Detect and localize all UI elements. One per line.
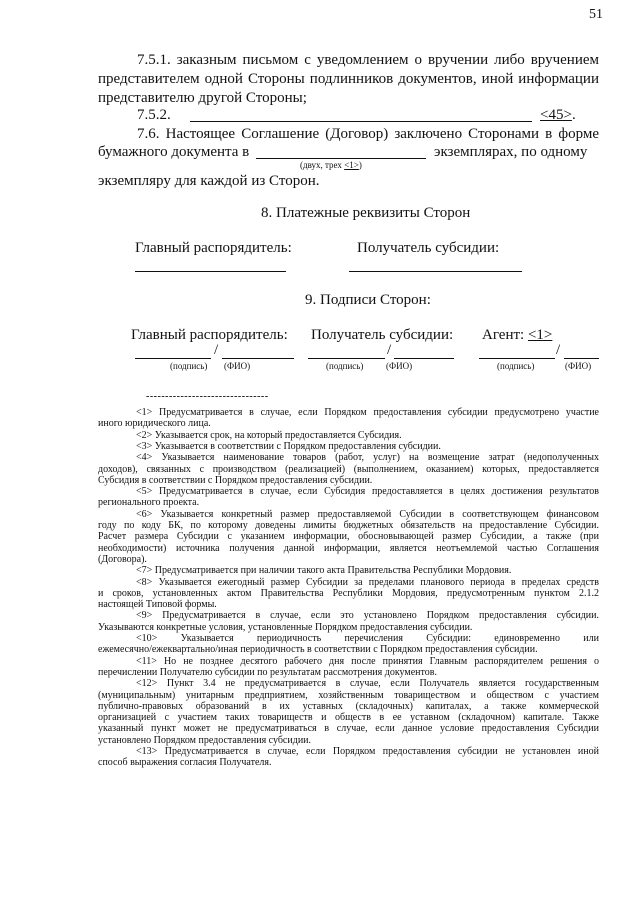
footnote-6-line-1: <6> Указывается конкретный размер предоставляемой Субсидии в соответствующем финансовом [136,508,599,520]
section-8-left-label: Главный распорядитель: [135,240,292,256]
footnote-1-line-2: иного юридического лица. [98,418,211,430]
footnote-4-line-1: <4> Указывается наименование товаров (работ, услуг) на возмещение затрат (недополученных [136,452,599,464]
sig3-signature-line [479,358,555,359]
para-7-6-line2-end: экземплярах, по одному [434,144,588,160]
footnote-4-line-2: доходов), связанных с производством (реализацией) (выполнением, оказанием) которых, предоставляется [98,463,599,475]
footnote-12-line-2: (муниципальным) унитарным предприятием, хозяйственным товариществом и обществом с участием [98,689,599,701]
section-8-title: 8. Платежные реквизиты Сторон [261,205,471,221]
footnote-6-line-2: году по коду БК, по которому доведены лимиты бюджетных обязательств на предоставление Субсидии. [98,520,599,531]
footnote-12-line-5: указанный пункт может не предусматриваться в случае, если данное условие предоставления Субсидии [98,723,599,735]
footnote-4-line-3: Субсидия в соответствии с Порядком предоставления субсидии. [98,474,373,486]
copies-hint [300,160,362,170]
footnote-9-line-2: Указываются конкретные условия, установленные Порядком предоставления субсидии. [98,621,473,633]
footnote-13-line-2: способ выражения согласия Получателя. [98,757,272,769]
footnote-5-line-2: регионального проекта. [98,497,200,509]
section-8-right-line [349,271,522,272]
para-7-5-1-line2: представителем одной Стороны подлинников документов, иной информации [98,71,599,87]
footnote-11-line-1: <11> Но не позднее десятого рабочего дня после принятия Главным распорядителем решения о [136,655,599,667]
para-7-5-2-period: . [572,107,576,123]
footnote-5-line-1: <5> Предусматривается в случае, если Субсидия предоставляется в целях достижения результатов [136,486,599,498]
para-7-6-line1: 7.6. Настоящее Соглашение (Договор) заключено Сторонами в форме [137,126,599,142]
footnote-ref-45: <45> [540,107,572,123]
section-8-left-line [135,271,286,272]
para-7-6-line2-start: бумажного документа в [98,144,250,160]
sig2-name-caption: (ФИО) [386,361,413,371]
footnote-separator: -------------------------------- [146,391,269,402]
sig1-name-line [222,358,294,359]
footnote-12-line-4: организацией с участием таких товариществ и обществ в ее уставном (складочном) капитале. Также [98,712,599,724]
agent-label: Агент: [482,327,528,343]
footnote-6-line-3: Расчет размера Субсидии с указанием информации, обосновывающей размер Субсидии, а также (при [98,531,599,543]
footnote-8-line-1: <8> Указывается ежегодный размер Субсидии за пределами планового периода в пределах средств [136,576,599,588]
sig1-signature-line [135,358,211,359]
footnote-6-line-4: необходимости) источника получения данной информации, является неотъемлемой частью Соглашения [98,542,599,554]
sig1-slash: / [214,342,219,358]
para-7-5-2-number: 7.5.2. [137,107,171,123]
signature-col3-label [482,326,552,344]
sig2-signature-caption: (подпись) [326,361,364,371]
sig3-signature-caption: (подпись) [497,361,535,371]
footnote-6-line-5: (Договора). [98,553,147,565]
para-7-5-1-line1: 7.5.1. заказным письмом с уведомлением о вручении либо вручением [137,52,599,68]
footnote-12-line-3: публично-правовых образований в их уставных (складочных) капиталах, а также коммерческой [98,700,599,712]
footnote-12-line-6: установлено Порядком предоставления субсидии. [98,734,312,746]
signature-col2-label: Получатель субсидии: [311,327,454,343]
section-8-right-label: Получатель субсидии: [357,240,500,256]
agent-footnote-ref: <1> [527,327,553,343]
sig3-slash: / [556,342,561,358]
copies-hint-text: (двух, трех [300,160,345,170]
para-7-5-1-line3: представителю другой Стороны; [98,90,307,106]
sig3-name-line [564,358,599,359]
footnote-10-line-1: <10> Указывается периодичность перечисления Субсидии: единовременно или [136,633,599,644]
footnote-8-line-3: настоящей Типовой формы. [98,599,217,611]
sig1-signature-caption: (подпись) [170,361,208,371]
footnote-9-line-1: <9> Предусматривается в случае, если это установлено Порядком предоставления субсидии. [136,610,599,622]
footnote-7-line-1: <7> Предусматривается при наличии такого акта Правительства Республики Мордовия. [136,565,512,577]
sig3-name-caption: (ФИО) [565,361,592,371]
footnote-13-line-1: <13> Предусматривается в случае, если Порядком предоставления субсидии не установлен иной [136,746,599,757]
footnote-1-line-1: <1> Предусматривается в случае, если Порядком предоставления субсидии предусмотрено участие [136,407,599,418]
sig2-signature-line [308,358,385,359]
sig2-name-line [394,358,454,359]
footnote-8-line-2: и сроков, установленных актом Правительства Республики Мордовия, предусмотренным пунктом 2.1.2 [98,587,599,599]
copies-hint-close: ) [358,160,362,170]
footnote-10-line-2: ежемесячно/ежеквартально/иная периодичность в соответствии с Порядком предоставления субсидии. [98,644,538,656]
footnote-3-line-1: <3> Указывается в соответствии с Порядком предоставления субсидии. [136,440,441,452]
page-number: 51 [589,7,603,22]
signature-col1-label: Главный распорядитель: [131,327,288,343]
section-9-title: 9. Подписи Сторон: [305,292,431,308]
footnote-2-line-1: <2> Указывается срок, на который предоставляется Субсидия. [136,429,402,441]
sig1-name-caption: (ФИО) [224,361,251,371]
copies-count-blank-line [256,158,426,159]
sig2-slash: / [387,342,392,358]
para-7-6-line3: экземпляру для каждой из Сторон. [98,173,320,189]
para-7-5-2-blank-line [190,121,532,122]
footnote-12-line-1: <12> Пункт 3.4 не предусматривается в случае, если Получатель является государственным [136,678,599,690]
footnote-11-line-2: перечислении Получателю субсидии по результатам рассмотрения документов. [98,666,437,678]
copies-hint-ref: <1> [344,160,359,170]
